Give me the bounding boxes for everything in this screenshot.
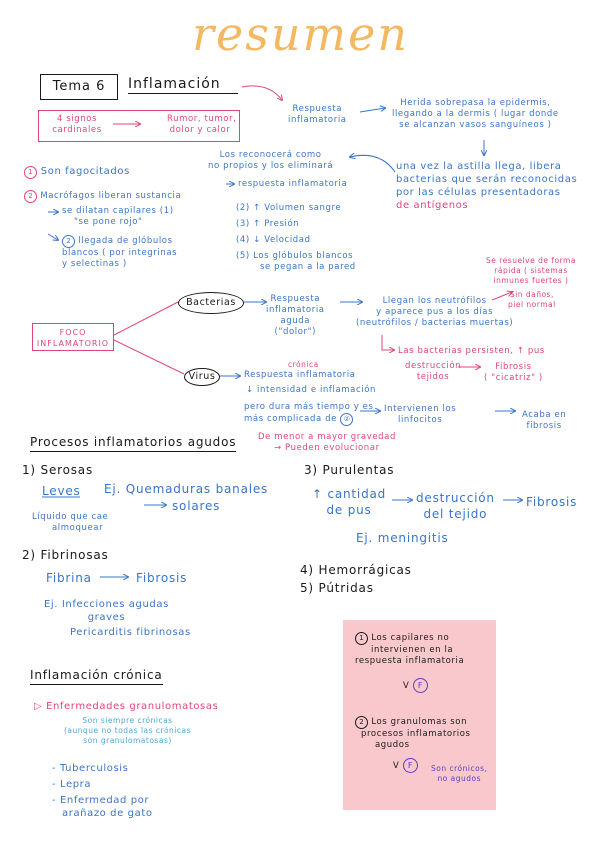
cronica-tag: crónica <box>288 360 319 369</box>
number-badge: 2 <box>24 190 37 203</box>
bacterias-oval: Bacterias <box>178 292 244 314</box>
sin-danos-text: Sin daños, piel normal <box>508 290 556 309</box>
putridas-item: 5) Pútridas <box>300 581 374 595</box>
cronica-header: Inflamación crónica <box>30 668 163 685</box>
quiz-card <box>343 620 496 810</box>
astilla-text: una vez la astilla llega, libera bacterias que serán reconocidas por las células presentadoras de antígenos <box>396 161 578 211</box>
pero-text: pero dura más tiempo y es más complicada de ② <box>244 402 374 424</box>
false-answer-circle: F <box>403 758 418 773</box>
number-badge: 2 <box>62 235 75 248</box>
fibrinosas-item: 2) Fibrinosas <box>22 548 109 562</box>
fibrosis-text: Fibrosis <box>136 571 188 585</box>
linfocitos-text: Intervienen los linfocitos <box>384 404 457 425</box>
serosas-item: 1) Serosas <box>22 463 93 477</box>
leves-label: Leves <box>42 484 81 498</box>
solares-text: solares <box>172 499 221 513</box>
virus-respuesta: Respuesta inflamatoria <box>244 370 356 380</box>
neutrofilos-text: Llegan los neutrófilos y aparece pus a los días (neutrófilos / bacterias muertas) <box>356 296 514 328</box>
quiz-note: Son crónicos, no agudos <box>431 764 488 783</box>
number-badge: 1 <box>355 632 368 645</box>
tema-title: Inflamación <box>128 76 238 94</box>
bacterias-respuesta: Respuesta inflamatoria aguda ("dolor") <box>266 294 325 337</box>
tema-label: Tema 6 <box>40 74 118 100</box>
fibrosis-cicatriz-text: Fibrosis ( "cicatriz" ) <box>484 362 543 383</box>
pericarditis-text: Pericarditis fibrinosas <box>70 627 191 638</box>
resuelve-text: Se resuelve de forma rápida ( sistemas inmunes fuertes ) <box>486 256 576 285</box>
quiz-answer-1: V F <box>403 678 428 693</box>
herida-text: Herida sobrepasa la epidermis, llegando a la dermis ( lugar donde se alcanzan vasos sanguíneos ) <box>392 98 559 130</box>
meningitis-text: Ej. meningitis <box>356 531 449 545</box>
fibrina-text: Fibrina <box>46 571 92 585</box>
signos-cardinales-box <box>38 110 240 142</box>
respuesta-arrow-text: respuesta inflamatoria <box>238 179 348 189</box>
intensidad-text: ↓ intensidad e inflamación <box>246 385 376 395</box>
quiz-question-1: 1 Los capilares no intervienen en la respuesta inflamatoria <box>355 633 465 666</box>
cantidad-pus-text: ↑ cantidad de pus <box>312 487 387 517</box>
granulomatosas-item: ▷ Enfermedades granulomatosas <box>34 701 219 712</box>
virus-oval: Virus <box>184 368 220 386</box>
dilatan-text: se dilatan capilares (1) "se pone rojo" <box>62 206 174 227</box>
fibrosis2-text: Fibrosis <box>526 495 578 509</box>
quiz-question-2: 2 Los granulomas son procesos inflamatorios agudos <box>355 716 471 751</box>
globulos-text: 2 llegada de glóbulos blancos ( por integrinas y selectinas ) <box>62 236 178 269</box>
signos-label: 4 signos cardinales <box>52 114 102 135</box>
fagocitados-item: 1 Son fagocitados <box>24 165 130 179</box>
infecciones-text: Ej. Infecciones agudas graves <box>44 599 169 623</box>
number-badge: 2 <box>355 716 368 729</box>
destruccion-tejido-text: destrucción del tejido <box>416 491 495 521</box>
number-badge: 1 <box>24 166 37 179</box>
gravedad-note: De menor a mayor gravedad → Pueden evolucionar <box>258 432 396 453</box>
acaba-fibrosis-text: Acaba en fibrosis <box>522 410 567 431</box>
siempre-cronicas-note: Son siempre crónicas (aunque no todas las crónicas son granulomatosas) <box>64 716 192 745</box>
quemaduras-text: Ej. Quemaduras banales <box>104 482 269 496</box>
quiz-answer-2: V F <box>393 758 418 773</box>
agudos-header: Procesos inflamatorios agudos <box>30 435 236 452</box>
false-answer-circle: F <box>413 678 428 693</box>
purulentas-item: 3) Purulentas <box>304 463 395 477</box>
page-title: resumen <box>192 7 409 61</box>
signos-list: Rumor, tumor, dolor y calor <box>167 114 237 135</box>
foco-inflamatorio-box: FOCO INFLAMATORIO <box>32 323 114 351</box>
reconocer-text: Los reconocerá como no propios y los eliminará <box>208 150 334 171</box>
respuesta-label: Respuesta inflamatoria <box>288 104 347 125</box>
destruccion-tejidos-text: destrucción tejidos <box>405 361 462 382</box>
hemorragicas-item: 4) Hemorrágicas <box>300 563 412 577</box>
cronica-examples: - Tuberculosis - Lepra - Enfermedad por arañazo de gato <box>52 763 153 819</box>
numbered-list: (2) ↑ Volumen sangre (3) ↑ Presión (4) ↓ Velocidad (5) Los glóbulos blancos se pegan a la pared <box>236 203 356 272</box>
liquido-text: Líquido que cae almoquear <box>32 512 109 533</box>
macrofagos-item: 2 Macrófagos liberan sustancia <box>24 190 181 203</box>
persisten-text: Las bacterias persisten, ↑ pus <box>398 346 545 356</box>
